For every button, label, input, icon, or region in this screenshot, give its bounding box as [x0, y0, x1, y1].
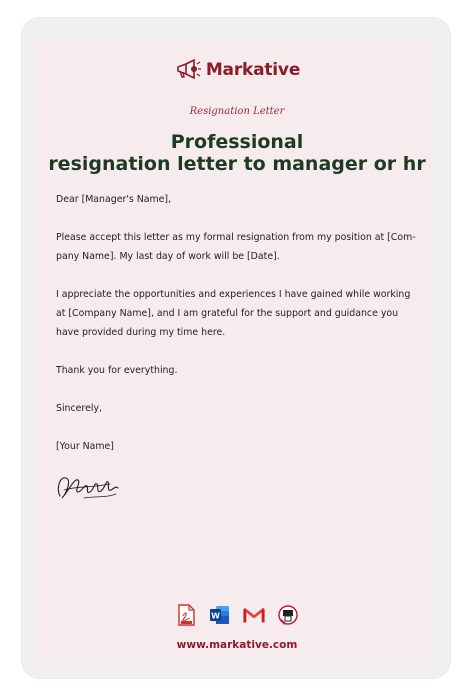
document-title [0, 131, 474, 175]
paragraph-2-line-3: have provided during my time here. [56, 327, 226, 338]
letter-name-placeholder: [Your Name] [56, 441, 114, 452]
brand-header [0, 58, 474, 82]
megaphone-icon [174, 58, 202, 82]
letter-paragraph-1 [56, 228, 422, 266]
handwritten-signature [54, 470, 124, 504]
svg-text:W: W [211, 611, 220, 621]
brand-name: Markative [205, 60, 301, 80]
document-title-line-2: resignation letter to manager or hr [48, 153, 426, 175]
paragraph-2-line-1: I appreciate the opportunities and experiences I have gained while working [56, 289, 411, 300]
letter-paragraph-2 [56, 285, 422, 342]
print-icon[interactable] [277, 604, 299, 626]
paragraph-1-line-2: pany Name]. My last day of work will be [Date]. [56, 251, 280, 262]
letter-salutation: Dear [Manager's Name], [56, 194, 172, 205]
footer-website-link[interactable]: www.markative.com [176, 639, 298, 651]
gmail-icon[interactable] [243, 604, 265, 626]
paragraph-1-line-1: Please accept this letter as my formal resignation from my position at [Com- [56, 232, 416, 243]
pdf-icon[interactable] [175, 604, 197, 626]
letter-sign-off: Sincerely, [56, 403, 102, 414]
document-subtitle: Resignation Letter [189, 106, 285, 117]
paragraph-2-line-2: at [Company Name], and I am grateful for the support and guidance you [56, 308, 399, 319]
share-options [0, 604, 474, 626]
document-title-line-1: Professional [170, 131, 304, 153]
word-icon[interactable] [209, 604, 231, 626]
letter-thanks: Thank you for everything. [56, 365, 178, 376]
letter-body [56, 190, 422, 475]
